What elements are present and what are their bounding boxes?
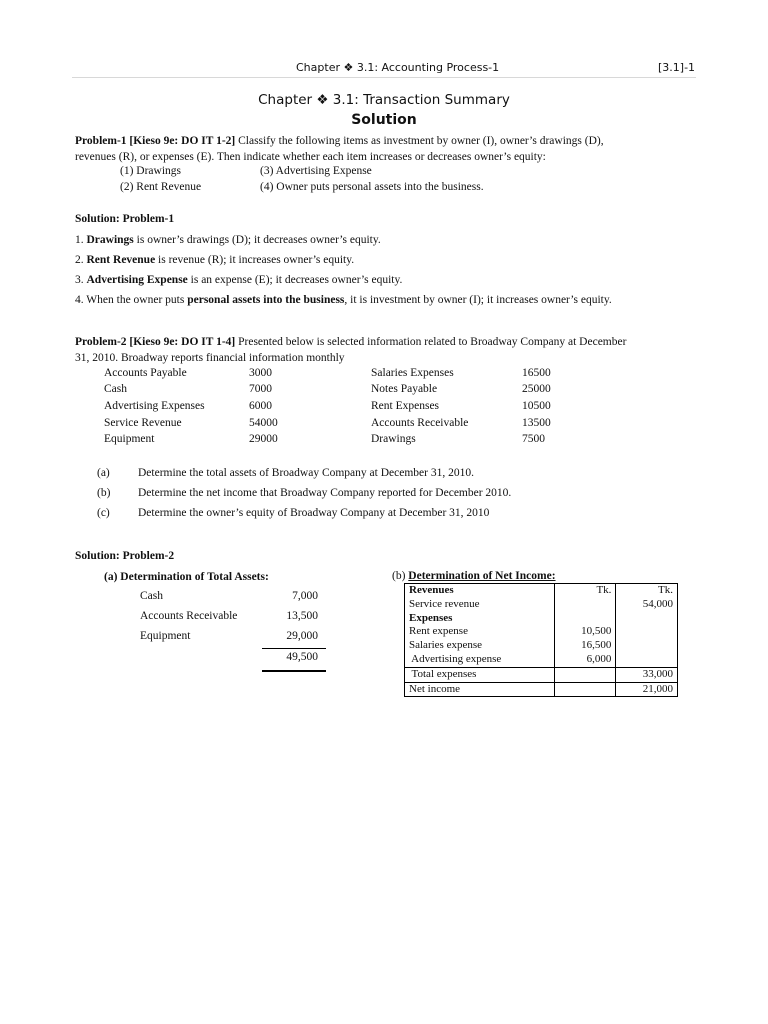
problem-1-statement <box>75 133 697 165</box>
expense-value: 6,000 <box>554 653 616 667</box>
left-item-value: 3000 <box>249 367 272 379</box>
right-item-value: 16500 <box>522 367 551 379</box>
subtotal-rule <box>262 648 326 649</box>
expense-name: Advertising expense <box>405 653 555 667</box>
table-row <box>405 598 678 612</box>
expense-name: Rent expense <box>405 625 555 639</box>
asset-name: Accounts Receivable <box>140 610 238 622</box>
asset-value: 7,000 <box>292 590 318 602</box>
right-item-name: Notes Payable <box>371 383 438 395</box>
left-item-name: Equipment <box>104 433 155 445</box>
question-label: (b) <box>97 487 111 499</box>
column-header-tk: Tk. <box>616 584 678 598</box>
problem-1-item: (4) Owner puts personal assets into the business. <box>260 181 484 193</box>
net-income-label: Net income <box>405 682 555 697</box>
page-title: Chapter ❖ 3.1: Transaction Summary <box>258 92 510 108</box>
running-header-page-number: [3.1]-1 <box>658 61 696 74</box>
right-item-value: 25000 <box>522 383 551 395</box>
left-item-name: Advertising Expenses <box>104 400 205 412</box>
table-row <box>405 612 678 626</box>
question-text: Determine the owner’s equity of Broadway Company at December 31, 2010 <box>138 507 490 519</box>
service-revenue-label: Service revenue <box>405 598 555 612</box>
right-item-name: Salaries Expenses <box>371 367 454 379</box>
asset-value: 13,500 <box>286 610 318 622</box>
solution-1-line: 1. Drawings is owner’s drawings (D); it decreases owner’s equity. <box>75 234 381 246</box>
solution-2-heading: Solution: Problem-2 <box>75 550 175 562</box>
total-expenses-value: 33,000 <box>616 667 678 682</box>
table-row <box>405 653 678 667</box>
right-item-value: 7500 <box>522 433 545 445</box>
net-income-heading: (b) Determination of Net Income: <box>392 570 556 582</box>
asset-name: Equipment <box>140 630 191 642</box>
solution-1-line: 2. Rent Revenue is revenue (R); it increases owner’s equity. <box>75 254 355 266</box>
left-item-name: Cash <box>104 383 127 395</box>
question-label: (c) <box>97 507 110 519</box>
right-item-name: Drawings <box>371 433 416 445</box>
question-text: Determine the net income that Broadway Company reported for December 2010. <box>138 487 512 499</box>
table-row <box>405 584 678 598</box>
problem-1-label: Problem-1 [Kieso 9e: DO IT 1-2] <box>75 135 236 147</box>
left-item-value: 29000 <box>249 433 278 445</box>
problem-1-item: (1) Drawings <box>120 165 181 177</box>
column-header-tk: Tk. <box>554 584 616 598</box>
expense-value: 10,500 <box>554 625 616 639</box>
problem-1-item: (3) Advertising Expense <box>260 165 372 177</box>
header-divider <box>72 77 696 78</box>
asset-name: Cash <box>140 590 163 602</box>
problem-2-statement <box>75 334 697 366</box>
left-item-name: Accounts Payable <box>104 367 187 379</box>
page-subtitle: Solution <box>351 112 417 128</box>
right-item-name: Rent Expenses <box>371 400 440 412</box>
revenues-label: Revenues <box>409 584 454 596</box>
problem-2-text-line-2: 31, 2010. Broadway reports financial information monthly <box>75 352 345 364</box>
left-item-value: 7000 <box>249 383 272 395</box>
total-assets-heading: (a) Determination of Total Assets: <box>104 571 269 583</box>
expense-value: 16,500 <box>554 639 616 653</box>
total-double-rule <box>262 670 326 672</box>
service-revenue-value: 54,000 <box>616 598 678 612</box>
left-item-value: 6000 <box>249 400 272 412</box>
expenses-label: Expenses <box>409 611 453 624</box>
right-item-value: 10500 <box>522 400 551 412</box>
running-header-title: Chapter ❖ 3.1: Accounting Process-1 <box>296 61 500 74</box>
question-text: Determine the total assets of Broadway Company at December 31, 2010. <box>138 467 474 479</box>
problem-1-text-line-1: Classify the following items as investment by owner (I), owner’s drawings (D), <box>235 135 604 147</box>
asset-value: 29,000 <box>286 630 318 642</box>
problem-1-item: (2) Rent Revenue <box>120 181 202 193</box>
right-item-name: Accounts Receivable <box>371 417 469 429</box>
solution-1-heading: Solution: Problem-1 <box>75 213 175 225</box>
table-row <box>405 667 678 682</box>
question-label: (a) <box>97 467 110 479</box>
right-item-value: 13500 <box>522 417 551 429</box>
table-row <box>405 639 678 653</box>
total-expenses-label: Total expenses <box>405 667 555 682</box>
problem-1-text-line-2: revenues (R), or expenses (E). Then indicate whether each item increases or decreases owner’s equity: <box>75 151 546 163</box>
expense-name: Salaries expense <box>405 639 555 653</box>
table-row <box>405 682 678 697</box>
solution-1-line: 4. When the owner puts personal assets into the business, it is investment by owner (I); it increases owner’s equity. <box>75 294 612 306</box>
net-income-value: 21,000 <box>616 682 678 697</box>
left-item-value: 54000 <box>249 417 278 429</box>
total-assets-value: 49,500 <box>286 651 318 663</box>
solution-1-line: 3. Advertising Expense is an expense (E); it decreases owner’s equity. <box>75 274 403 286</box>
problem-2-label: Problem-2 [Kieso 9e: DO IT 1-4] <box>75 336 236 348</box>
problem-2-text-line-1: Presented below is selected information related to Broadway Company at December <box>235 336 627 348</box>
table-row <box>405 625 678 639</box>
net-income-table <box>404 583 678 697</box>
left-item-name: Service Revenue <box>104 417 182 429</box>
